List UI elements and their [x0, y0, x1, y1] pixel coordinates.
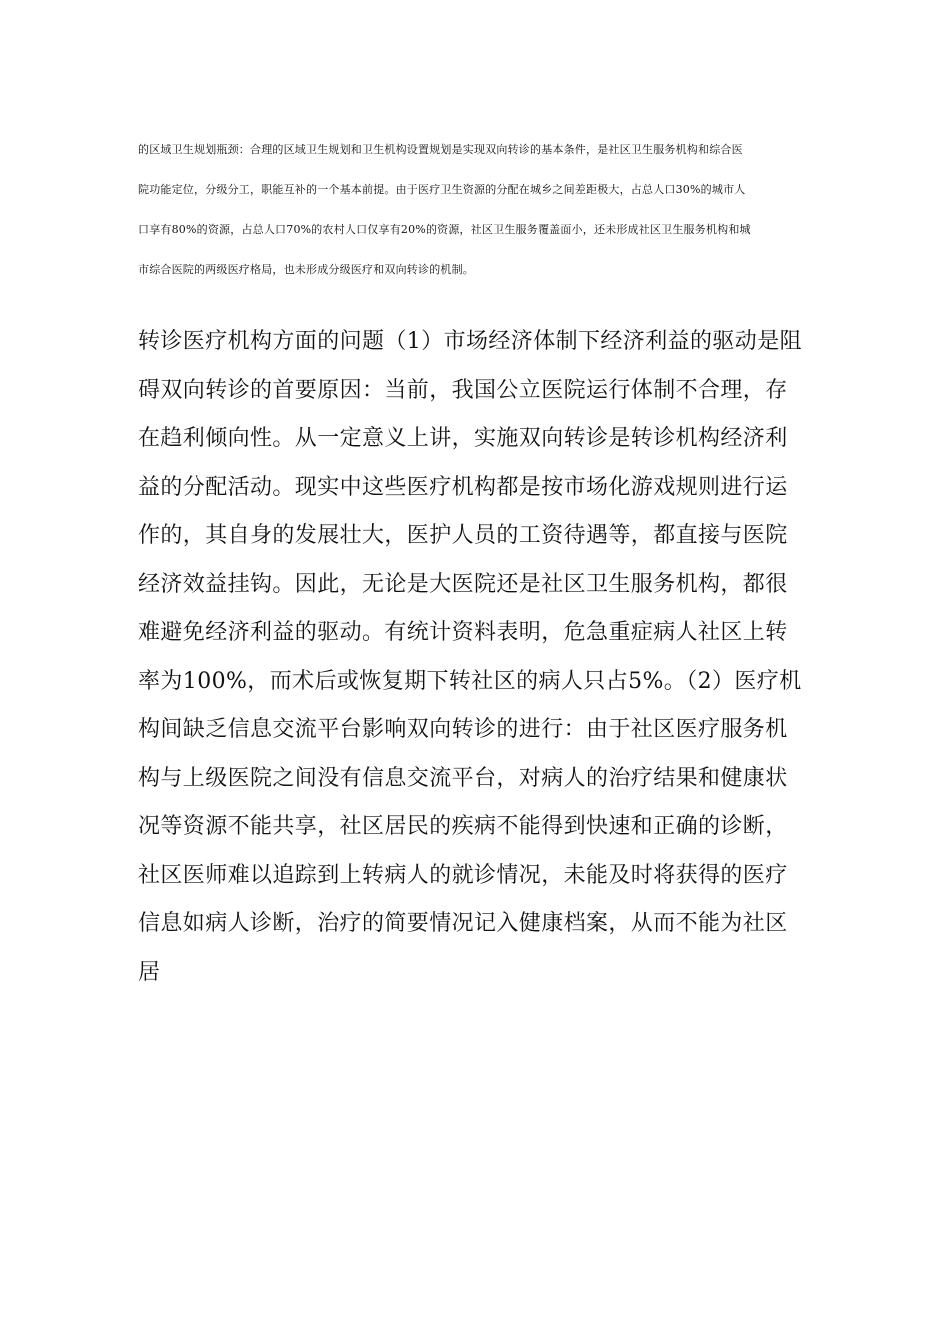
text-line: 信息如病人诊断，治疗的简要情况记入健康档案，从而不能为社区: [138, 911, 788, 936]
text-line: 构与上级医院之间没有信息交流平台，对病人的治疗结果和健康状: [138, 765, 788, 791]
text-line: 的区域卫生规划瓶颈：合理的区域卫生规划和卫生机构设置规划是实现双向转诊的基本条件，是社区卫生服务机构和综合医: [138, 143, 743, 156]
text-line: 居: [138, 959, 161, 985]
text-line: 率为100%，而术后或恢复期下转社区的病人只占5%。（2）医疗机: [138, 668, 802, 694]
text-line: 碍双向转诊的首要原因：当前，我国公立医院运行体制不合理，存: [138, 377, 788, 403]
text-line: 市综合医院的两级医疗格局，也未形成分级医疗和双向转诊的机制。: [138, 263, 474, 276]
text-line: 经济效益挂钩。因此，无论是大医院还是社区卫生服务机构，都很: [138, 571, 788, 597]
paragraph-regional-planning: [138, 130, 830, 290]
text-line: 益的分配活动。现实中这些医疗机构都是按市场化游戏规则进行运: [138, 474, 788, 500]
text-line: 社区医师难以追踪到上转病人的就诊情况，未能及时将获得的医疗: [138, 862, 788, 888]
text-line: 院功能定位，分级分工，职能互补的一个基本前提。由于医疗卫生资源的分配在城乡之间差距极大，占总人口30%的城市人: [138, 183, 746, 196]
text-line: 在趋利倾向性。从一定意义上讲，实施双向转诊是转诊机构经济利: [138, 426, 788, 451]
text-line: 作的，其自身的发展壮大，医护人员的工资待遇等，都直接与医院: [138, 523, 788, 548]
text-line: 难避免经济利益的驱动。有统计资料表明，危急重症病人社区上转: [138, 620, 788, 645]
text-line: 转诊医疗机构方面的问题（1）市场经济体制下经济利益的驱动是阻: [138, 329, 802, 354]
text-line: 构间缺乏信息交流平台影响双向转诊的进行：由于社区医疗服务机: [138, 717, 788, 742]
text-line: 口享有80%的资源，占总人口70%的农村人口仅享有20%的资源，社区卫生服务覆盖面小，还未形成社区卫生服务机构和城: [138, 223, 751, 236]
paragraph-referral-institutions: [138, 318, 830, 997]
text-line: 况等资源不能共享，社区居民的疾病不能得到快速和正确的诊断，: [138, 814, 788, 839]
